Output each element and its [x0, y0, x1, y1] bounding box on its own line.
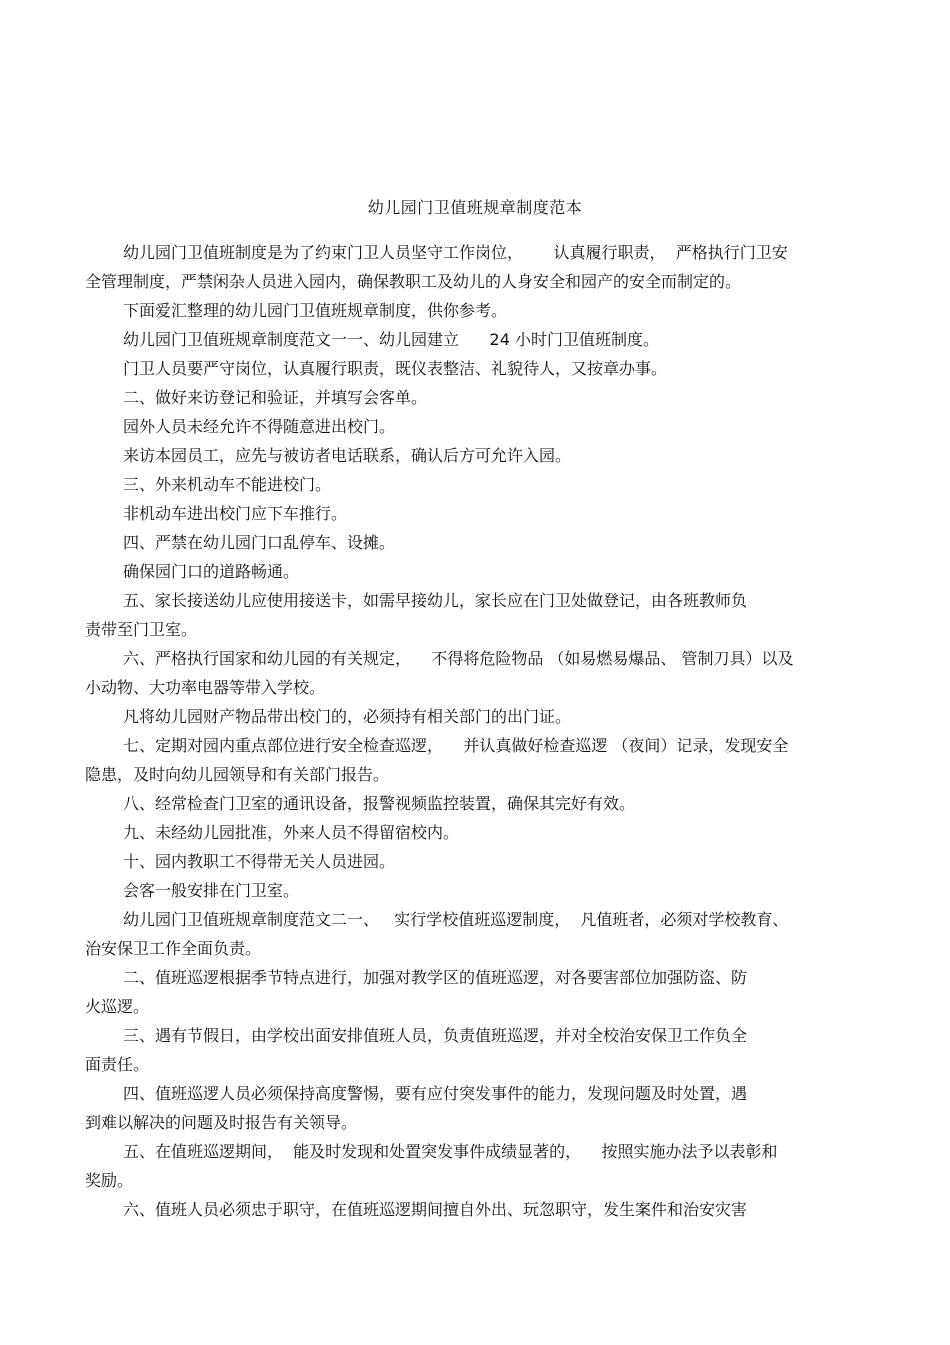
- document-body: [85, 238, 875, 1224]
- document-title: 幼儿园门卫值班规章制度范本: [367, 198, 583, 217]
- text-line: 奖励。: [85, 1171, 134, 1190]
- text-line: 凡将幼儿园财产物品带出校门的，必须持有相关部门的出门证。: [123, 707, 572, 726]
- text-line: 幼儿园门卫值班规章制度范文二一、 实行学校值班巡逻制度， 凡值班者，必须对学校教育、: [123, 910, 789, 929]
- text-line: 隐患，及时向幼儿园领导和有关部门报告。: [85, 765, 390, 784]
- text-line: 三、外来机动车不能进校门。: [123, 475, 332, 494]
- text-line: 园外人员未经允许不得随意进出校门。: [123, 417, 396, 436]
- text-line: 门卫人员要严守岗位，认真履行职责，既仪表整洁、礼貌待人，又按章办事。: [123, 359, 668, 378]
- text-line: 幼儿园门卫值班规章制度范文一一、幼儿园建立 24 小时门卫值班制度。: [123, 330, 659, 349]
- text-line: 五、家长接送幼儿应使用接送卡，如需早接幼儿，家长应在门卫处做登记，由各班教师负: [123, 591, 748, 610]
- text-line: 十、园内教职工不得带无关人员进园。: [123, 852, 396, 871]
- text-line: 到难以解决的问题及时报告有关领导。: [85, 1113, 358, 1132]
- text-line: 七、定期对园内重点部位进行安全检查巡逻， 并认真做好检查巡逻 （夜间）记录，发现安全: [123, 736, 789, 755]
- text-line: 三、遇有节假日，由学校出面安排值班人员，负责值班巡逻，并对全校治安保卫工作负全: [123, 1026, 748, 1045]
- text-line: 确保园门口的道路畅通。: [123, 562, 300, 581]
- text-line: 非机动车进出校门应下车推行。: [123, 504, 348, 523]
- text-line: 幼儿园门卫值班制度是为了约束门卫人员坚守工作岗位， 认真履行职责， 严格执行门卫安: [123, 243, 788, 262]
- text-line: 四、值班巡逻人员必须保持高度警惕，要有应付突发事件的能力，发现问题及时处置，遇: [123, 1084, 748, 1103]
- text-line: 来访本园员工，应先与被访者电话联系，确认后方可允许入园。: [123, 446, 572, 465]
- text-line: 六、值班人员必须忠于职守，在值班巡逻期间擅自外出、玩忽职守，发生案件和治安灾害: [123, 1200, 748, 1219]
- text-line: 九、未经幼儿园批准，外来人员不得留宿校内。: [123, 823, 460, 842]
- text-line: 四、严禁在幼儿园门口乱停车、设摊。: [123, 533, 396, 552]
- text-line: 小动物、大功率电器等带入学校。: [85, 678, 326, 697]
- text-line: 五、在值班巡逻期间， 能及时发现和处置突发事件成绩显著的， 按照实施办法予以表彰和: [123, 1142, 778, 1161]
- text-line: 治安保卫工作全面负责。: [85, 939, 262, 958]
- text-line: 二、做好来访登记和验证，并填写会客单。: [123, 388, 428, 407]
- text-line: 六、严格执行国家和幼儿园的有关规定， 不得将危险物品 （如易燃易爆品、 管制刀具）以及: [123, 649, 794, 668]
- text-line: 会客一般安排在门卫室。: [123, 881, 300, 900]
- text-line: 二、值班巡逻根据季节特点进行，加强对教学区的值班巡逻，对各要害部位加强防盗、防: [123, 968, 748, 987]
- text-line: 下面爱汇整理的幼儿园门卫值班规章制度，供你参考。: [123, 301, 508, 320]
- text-line: 全管理制度，严禁闲杂人员进入园内，确保教职工及幼儿的人身安全和园产的安全而制定的。: [85, 272, 742, 291]
- text-line: 八、经常检查门卫室的通讯设备，报警视频监控装置，确保其完好有效。: [123, 794, 636, 813]
- text-line: 火巡逻。: [85, 997, 150, 1016]
- text-line: 面责任。: [85, 1055, 150, 1074]
- text-line: 责带至门卫室。: [85, 620, 198, 639]
